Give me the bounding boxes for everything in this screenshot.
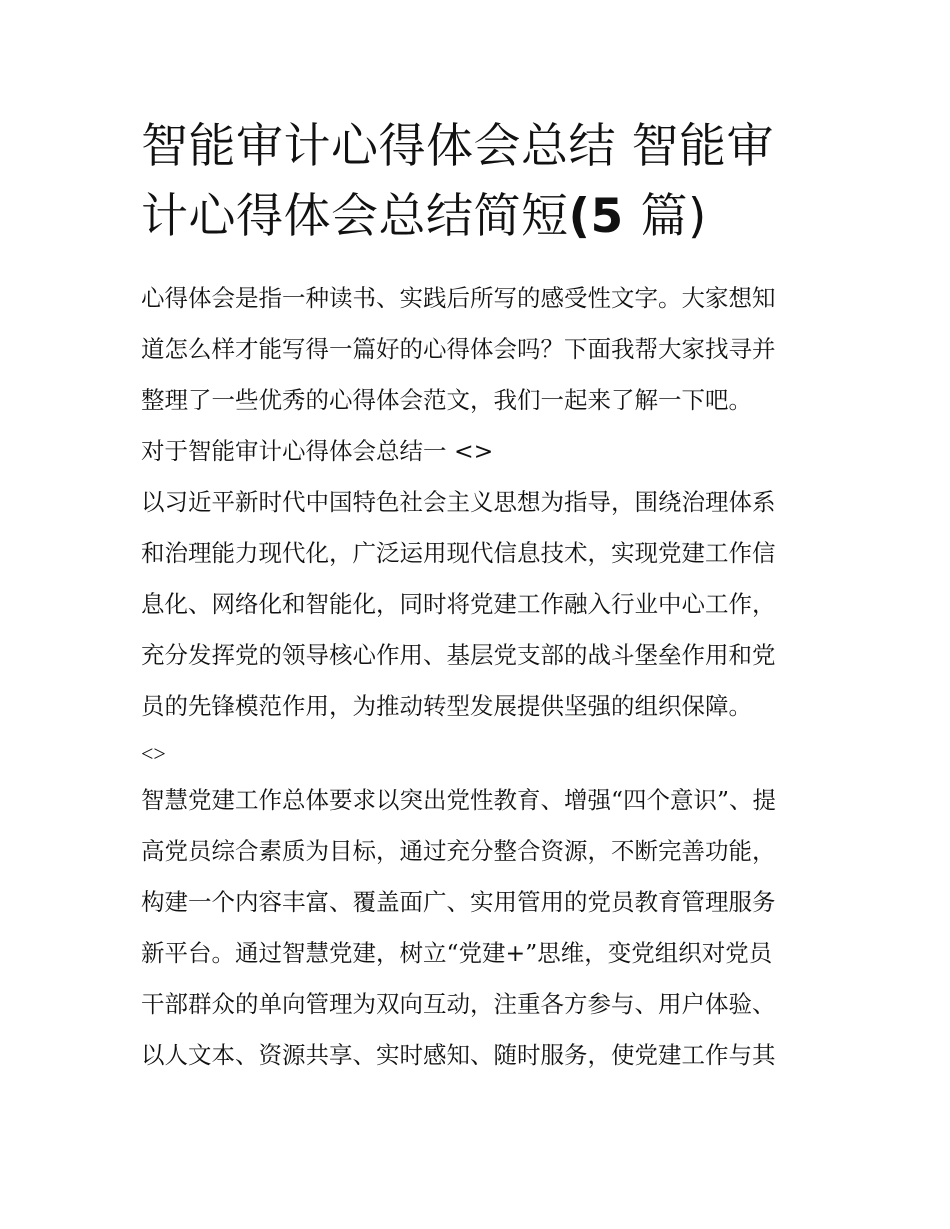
- document-title: [141, 112, 821, 252]
- title-line-2-suffix: 篇): [640, 189, 707, 244]
- paragraph-line: 新平台。通过智慧党建，树立“党建+”思维，变党组织对党员: [141, 939, 773, 967]
- intro-line: 道怎么样才能写得一篇好的心得体会吗？下面我帮大家找寻并: [141, 335, 776, 363]
- paragraph-line: 充分发挥党的领导核心作用、基层党支部的战斗堡垒作用和党: [141, 641, 776, 669]
- title-line-2-text: 计心得体会总结简短: [141, 189, 569, 244]
- paragraph-1: [141, 477, 821, 776]
- title-count: (5: [568, 189, 641, 244]
- paragraph-line: 干部群众的单向管理为双向互动，注重各方参与、用户体验、: [141, 990, 776, 1018]
- paragraph-line: 高党员综合素质为目标，通过充分整合资源，不断完善功能，: [141, 837, 776, 865]
- section-heading: 对于智能审计心得体会总结一 <>: [141, 437, 494, 465]
- marker-text: <>: [141, 741, 166, 766]
- paragraph-line: 员的先锋模范作用，为推动转型发展提供坚强的组织保障。: [141, 692, 752, 720]
- paragraph-line: 以习近平新时代中国特色社会主义思想为指导，围绕治理体系: [141, 488, 776, 516]
- intro-paragraph: [141, 273, 821, 477]
- paragraph-line: 息化、网络化和智能化，同时将党建工作融入行业中心工作，: [141, 590, 776, 618]
- paragraph-line: 和治理能力现代化，广泛运用现代信息技术，实现党建工作信: [141, 539, 776, 567]
- paragraph-2: [141, 775, 821, 1081]
- title-line-1: 智能审计心得体会总结 智能审: [141, 119, 774, 174]
- intro-line: 整理了一些优秀的心得体会范文，我们一起来了解一下吧。: [141, 386, 752, 414]
- intro-line: 心得体会是指一种读书、实践后所写的感受性文字。大家想知: [141, 284, 776, 312]
- paragraph-line: 智慧党建工作总体要求以突出党性教育、增强“四个意识”、提: [141, 786, 777, 814]
- paragraph-line: 构建一个内容丰富、覆盖面广、实用管用的党员教育管理服务: [141, 888, 776, 916]
- paragraph-line: 以人文本、资源共享、实时感知、随时服务，使党建工作与其: [141, 1041, 776, 1069]
- title-line-2: [141, 182, 821, 252]
